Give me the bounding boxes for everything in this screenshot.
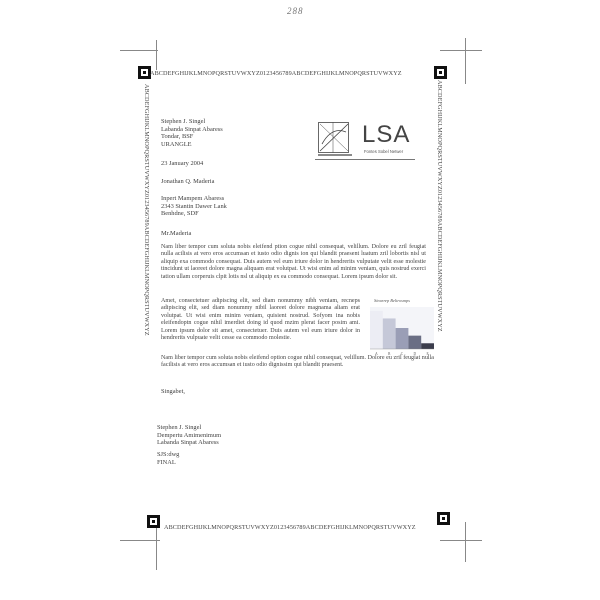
- file-ref-line: FINAL: [157, 458, 176, 466]
- chart-bar: [421, 343, 434, 349]
- crop-mark: [156, 525, 157, 570]
- signature-line: Dempertu Amimenimum: [157, 431, 222, 439]
- body-paragraph: Nam liber tempor cum soluta nobis eleifend option cogue nihil consequat, velillum. Dolore eu zril feugiat nulla facilisis at vero eros accumsan et iusto odio dignissim qui blandit praesent.: [161, 355, 434, 369]
- logo-rule: [315, 159, 415, 160]
- logo-emblem-icon: [318, 122, 352, 158]
- signature-line: Stephen J. Singel: [157, 424, 202, 431]
- crop-mark: [440, 540, 482, 541]
- logo-subtitle: Fontes Sobel Netwer: [364, 149, 404, 154]
- sender-line: URANGLE: [161, 140, 192, 148]
- recipient-line: 2343 Stantin Dawer Lank: [161, 202, 227, 210]
- closing: Singabet,: [161, 388, 185, 395]
- chart-bar: [396, 328, 409, 349]
- chart-bar: [408, 336, 421, 349]
- bar-chart: [364, 298, 436, 358]
- registration-mark-top-right: [434, 66, 447, 79]
- recipient-line: Inpert Mampem Abaress: [161, 195, 225, 202]
- salutation: Mr.Maderia: [161, 230, 192, 237]
- crop-mark: [120, 50, 158, 51]
- crop-mark: [120, 540, 160, 541]
- recipient-line: Benhdne, SDF: [161, 210, 199, 218]
- chart-tick-label: A: [375, 352, 378, 356]
- sender-line: Labanda Sinpat Abaress: [161, 125, 223, 133]
- chart-tick-label: D: [413, 352, 417, 356]
- border-text-top: ABCDEFGHIJKLMNOPQRSTUVWXYZ0123456789ABCDEFGHIJKLMNOPQRSTUVWXYZ: [150, 70, 402, 77]
- border-text-bottom: ABCDEFGHIJKLMNOPQRSTUVWXYZ0123456789ABCDEFGHIJKLMNOPQRSTUVWXYZ: [164, 524, 416, 531]
- crop-mark: [440, 50, 482, 51]
- logo-wordmark: LSA: [362, 121, 411, 148]
- crop-mark: [465, 522, 466, 562]
- sender-address: [161, 118, 223, 148]
- chart-bar: [383, 318, 396, 349]
- signature-line: Labanda Sinpat Abaress: [157, 439, 219, 447]
- crop-mark: [465, 38, 466, 84]
- letter-date: 23 January 2004: [161, 160, 204, 167]
- file-reference: [157, 451, 179, 466]
- recipient-address: [161, 195, 227, 218]
- registration-mark-bottom-right: [437, 512, 450, 525]
- chart-tick-label: C: [400, 352, 404, 356]
- signature-block: [157, 424, 221, 447]
- chart-tick-label: E: [426, 352, 429, 356]
- border-text-left: ABCDEFGHIJKLMNOPQRSTUVWXYZ0123456789ABCDEFGHIJKLMNOPQRSTUVWXYZ: [143, 84, 150, 336]
- body-paragraph: Nam liber tempor cum soluta nobis eleifend ption cogue nihil consequat, velillum. Dolore eu zril feugiat nulla acilisis at vero eros accumsan et iusto odio dignis ion qui blandit praesent luatum zril lobortis nisl ut aliquip exa commodo consequat. Duis autem vel eum iriure dolor in hendrerits vulputate velit esse molestie tincidunt ut laoreet dolore magna aliquam erat volutpat. Ut wisi enim ad minim veniam, quis nostrud exerci tation ullam corperuis clpit lotis nsl ut aliquip ex ea commodo consequat. Lorem ipsum dolor sit.: [161, 244, 426, 280]
- body-paragraph: Amet, consectetuer adipiscing elit, sed diam nonummy nibh veniam, recneps adipiscing elit, sed diam nonummy nibil laoreet dolore magnama aliam erat volutpat. Ut wisi enim minim veniam, quisient nostrud. Sofyom ina nobis eleifendoptn cogue nihil imerdiet doing id quod mzim plerat facer posim ami. Lorem ipsum dolor sit amet, consectetuer. Duis autem vel eum iriure dolor in hendrerits vulpuate velit cesse ea commodo molestie.: [161, 298, 360, 342]
- border-text-right: ABCDEFGHIJKLMNOPQRSTUVWXYZ0123456789ABCDEFGHIJKLMNOPQRSTUVWXYZ: [436, 80, 443, 332]
- registration-mark-bottom-left: [147, 515, 160, 528]
- recipient-name: Jonathan Q. Maderia: [161, 178, 215, 185]
- chart-title: Sinurrep Beltrosmps: [374, 298, 410, 303]
- sender-line: Tondar, BSF: [161, 133, 194, 141]
- chart-tick-label: B: [387, 352, 391, 356]
- chart-bar: [370, 311, 383, 349]
- sender-line: Stephen J. Singel: [161, 118, 206, 125]
- handwritten-page-mark: 288: [287, 6, 304, 16]
- file-ref-line: SJS:dwg: [157, 451, 180, 458]
- crop-mark: [156, 40, 157, 70]
- bar-chart-plot: [364, 305, 436, 358]
